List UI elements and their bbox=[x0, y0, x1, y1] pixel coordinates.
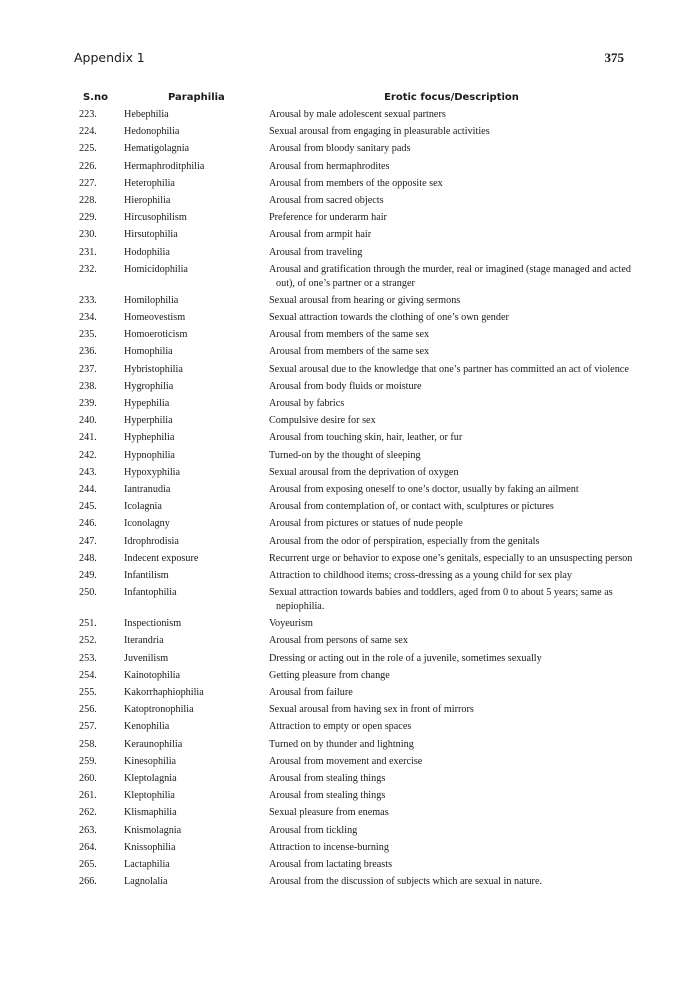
table-row bbox=[74, 160, 634, 177]
row-number: 263. bbox=[79, 824, 97, 836]
description-cell bbox=[269, 125, 634, 142]
paraphilia-term: Homicidophilia bbox=[124, 263, 188, 275]
table-row bbox=[74, 586, 634, 617]
column-header-sno: S.no bbox=[83, 92, 108, 103]
row-number: 232. bbox=[79, 263, 97, 275]
description-text: Arousal from members of the same sex bbox=[269, 346, 430, 358]
description-cell bbox=[269, 738, 634, 755]
paraphilia-term: Hirsutophilia bbox=[124, 229, 178, 241]
table-row bbox=[74, 772, 634, 789]
description-text: Arousal from contemplation of, or contact with, sculptures or pictures bbox=[269, 501, 554, 513]
row-number: 262. bbox=[79, 807, 97, 819]
paraphilia-term: Keraunophilia bbox=[124, 738, 183, 750]
table-row bbox=[74, 363, 634, 380]
description-text: Arousal from persons of same sex bbox=[269, 635, 408, 647]
description-text: Sexual arousal from engaging in pleasurable activities bbox=[269, 126, 490, 138]
table-row bbox=[74, 142, 634, 159]
paraphilia-term: Hircusophilism bbox=[124, 212, 187, 224]
row-number: 229. bbox=[79, 212, 97, 224]
paraphilia-term: Hermaphroditphilia bbox=[124, 160, 205, 172]
table-row bbox=[74, 569, 634, 586]
paraphilia-term: Indecent exposure bbox=[124, 552, 199, 564]
table-row bbox=[74, 328, 634, 345]
description-text: Arousal by fabrics bbox=[269, 398, 345, 409]
table-row bbox=[74, 875, 634, 892]
description-text: Arousal from stealing things bbox=[269, 772, 386, 784]
description-text: Arousal from the odor of perspiration, especially from the genitals bbox=[269, 535, 540, 547]
description-cell bbox=[269, 108, 634, 125]
paraphilia-term: Hygrophilia bbox=[124, 380, 174, 392]
paraphilia-term: Icolagnia bbox=[124, 501, 162, 513]
table-row bbox=[74, 789, 634, 806]
description-text: Sexual arousal from having sex in front of mirrors bbox=[269, 704, 474, 716]
table-row bbox=[74, 125, 634, 142]
description-text: Sexual arousal from hearing or giving sermons bbox=[269, 294, 461, 306]
description-cell bbox=[269, 414, 634, 431]
row-number: 266. bbox=[79, 876, 97, 888]
description-cell bbox=[269, 160, 634, 177]
table-row bbox=[74, 652, 634, 669]
table-row bbox=[74, 738, 634, 755]
row-number: 234. bbox=[79, 312, 97, 324]
paraphilia-term: Iantranudia bbox=[124, 483, 171, 495]
row-number: 224. bbox=[79, 126, 97, 138]
description-text: Dressing or acting out in the role of a juvenile, sometimes sexually bbox=[269, 652, 542, 664]
description-cell bbox=[269, 586, 634, 617]
row-number: 253. bbox=[79, 652, 97, 664]
description-text: Arousal from lactating breasts bbox=[269, 858, 393, 870]
description-cell bbox=[269, 703, 634, 720]
description-text: Arousal from tickling bbox=[269, 824, 358, 836]
description-text: Arousal from hermaphrodites bbox=[269, 160, 390, 172]
description-cell bbox=[269, 311, 634, 328]
description-text: Arousal from members of the same sex bbox=[269, 329, 430, 341]
paraphilia-term: Infantophilia bbox=[124, 587, 177, 599]
description-text: Arousal and gratification through the murder, real or imagined (stage managed and acted out), of one’s partner or a stranger bbox=[269, 263, 631, 289]
description-cell bbox=[269, 634, 634, 651]
row-number: 227. bbox=[79, 177, 97, 189]
table-row bbox=[74, 552, 634, 569]
row-number: 233. bbox=[79, 294, 97, 306]
description-cell bbox=[269, 211, 634, 228]
row-number: 256. bbox=[79, 704, 97, 716]
table-row bbox=[74, 703, 634, 720]
description-cell bbox=[269, 841, 634, 858]
description-text: Sexual arousal from the deprivation of oxygen bbox=[269, 466, 459, 478]
table-row bbox=[74, 669, 634, 686]
row-number: 252. bbox=[79, 635, 97, 647]
description-text: Arousal from pictures or statues of nude people bbox=[269, 518, 463, 530]
paraphilia-term: Hierophilia bbox=[124, 194, 171, 206]
paraphilia-term: Knissophilia bbox=[124, 841, 176, 853]
description-cell bbox=[269, 824, 634, 841]
paraphilia-term: Kenophilia bbox=[124, 721, 170, 733]
paraphilia-term: Iterandria bbox=[124, 635, 164, 647]
description-cell bbox=[269, 500, 634, 517]
description-cell bbox=[269, 686, 634, 703]
paraphilia-term: Hyperphilia bbox=[124, 415, 173, 427]
paraphilia-term: Heterophilia bbox=[124, 177, 175, 189]
description-cell bbox=[269, 772, 634, 789]
row-number: 231. bbox=[79, 246, 97, 258]
table-row bbox=[74, 345, 634, 362]
table-row bbox=[74, 720, 634, 737]
paraphilia-term: Hypnophilia bbox=[124, 449, 175, 461]
description-cell bbox=[269, 517, 634, 534]
description-text: Arousal from stealing things bbox=[269, 790, 386, 802]
paraphilia-term: Hematigolagnia bbox=[124, 143, 190, 155]
description-cell bbox=[269, 535, 634, 552]
paraphilia-term: Kleptolagnia bbox=[124, 772, 177, 784]
table-row bbox=[74, 483, 634, 500]
description-text: Arousal from exposing oneself to one’s doctor, usually by faking an ailment bbox=[269, 483, 579, 495]
page-number: 375 bbox=[604, 50, 624, 65]
paraphilia-term: Kleptophilia bbox=[124, 790, 175, 802]
paraphilia-term: Hypoxyphilia bbox=[124, 466, 181, 478]
description-cell bbox=[269, 449, 634, 466]
paraphilia-term: Hyphephilia bbox=[124, 432, 175, 444]
description-cell bbox=[269, 875, 634, 892]
description-cell bbox=[269, 755, 634, 772]
paraphilia-term: Katoptronophilia bbox=[124, 704, 194, 716]
row-number: 244. bbox=[79, 483, 97, 495]
table-row bbox=[74, 246, 634, 263]
description-text: Voyeurism bbox=[269, 618, 313, 630]
paraphilia-term: Infantilism bbox=[124, 569, 169, 581]
row-number: 226. bbox=[79, 160, 97, 172]
description-cell bbox=[269, 142, 634, 159]
row-number: 250. bbox=[79, 587, 97, 599]
row-number: 255. bbox=[79, 687, 97, 698]
table-row bbox=[74, 177, 634, 194]
description-cell bbox=[269, 380, 634, 397]
section-title: Appendix 1 bbox=[74, 50, 145, 65]
paraphilia-term: Juvenilism bbox=[124, 652, 169, 664]
row-number: 246. bbox=[79, 518, 97, 530]
paraphilia-term: Lagnolalia bbox=[124, 876, 168, 888]
paraphilia-term: Homophilia bbox=[124, 346, 173, 358]
table-row bbox=[74, 535, 634, 552]
description-cell bbox=[269, 328, 634, 345]
table-row bbox=[74, 466, 634, 483]
table-row bbox=[74, 263, 634, 294]
description-text: Arousal from sacred objects bbox=[269, 194, 384, 206]
column-header-description: Erotic focus/Description bbox=[384, 92, 519, 103]
description-cell bbox=[269, 177, 634, 194]
description-text: Sexual attraction towards the clothing of one’s own gender bbox=[269, 312, 509, 324]
description-cell bbox=[269, 397, 634, 414]
row-number: 258. bbox=[79, 738, 97, 750]
table-row bbox=[74, 449, 634, 466]
table-row bbox=[74, 686, 634, 703]
row-number: 265. bbox=[79, 858, 97, 870]
description-cell bbox=[269, 652, 634, 669]
table-row bbox=[74, 108, 634, 125]
description-text: Attraction to childhood items; cross-dressing as a young child for sex play bbox=[269, 569, 573, 581]
row-number: 225. bbox=[79, 143, 97, 155]
paraphilia-term: Knismolagnia bbox=[124, 824, 182, 836]
description-text: Attraction to empty or open spaces bbox=[269, 721, 412, 733]
table-row bbox=[74, 311, 634, 328]
paraphilia-term: Kainotophilia bbox=[124, 669, 181, 681]
paraphilia-term: Lactaphilia bbox=[124, 858, 170, 870]
description-text: Turned-on by the thought of sleeping bbox=[269, 449, 421, 461]
description-cell bbox=[269, 466, 634, 483]
description-cell bbox=[269, 720, 634, 737]
description-cell bbox=[269, 552, 634, 569]
description-text: Arousal from movement and exercise bbox=[269, 755, 423, 767]
description-text: Sexual attraction towards babies and toddlers, aged from 0 to about 5 years; same as nepiophilia. bbox=[269, 587, 613, 613]
row-number: 243. bbox=[79, 466, 97, 478]
paraphilia-term: Homilophilia bbox=[124, 294, 179, 306]
row-number: 228. bbox=[79, 194, 97, 206]
row-number: 257. bbox=[79, 721, 97, 733]
description-cell bbox=[269, 294, 634, 311]
table-row bbox=[74, 517, 634, 534]
row-number: 261. bbox=[79, 790, 97, 802]
table-row bbox=[74, 634, 634, 651]
description-text: Arousal from body fluids or moisture bbox=[269, 380, 422, 392]
paraphilia-term: Hodophilia bbox=[124, 246, 170, 258]
paraphilia-term: Hybristophilia bbox=[124, 363, 183, 375]
paraphilia-term: Klismaphilia bbox=[124, 807, 177, 819]
description-text: Compulsive desire for sex bbox=[269, 415, 376, 427]
row-number: 264. bbox=[79, 841, 97, 853]
row-number: 242. bbox=[79, 449, 97, 461]
paraphilia-term: Homeovestism bbox=[124, 312, 186, 324]
table-row bbox=[74, 858, 634, 875]
description-cell bbox=[269, 431, 634, 448]
table-row bbox=[74, 380, 634, 397]
description-text: Arousal by male adolescent sexual partners bbox=[269, 109, 446, 120]
paraphilia-term: Iconolagny bbox=[124, 518, 170, 530]
paraphilia-term: Inspectionism bbox=[124, 618, 182, 630]
description-text: Arousal from touching skin, hair, leather, or fur bbox=[269, 432, 463, 444]
description-text: Getting pleasure from change bbox=[269, 669, 390, 681]
table-row bbox=[74, 431, 634, 448]
description-cell bbox=[269, 569, 634, 586]
paraphilia-term: Kakorrhaphiophilia bbox=[124, 687, 204, 698]
description-cell bbox=[269, 228, 634, 245]
row-number: 260. bbox=[79, 772, 97, 784]
description-text: Sexual pleasure from enemas bbox=[269, 807, 389, 819]
table-row bbox=[74, 414, 634, 431]
table-row bbox=[74, 194, 634, 211]
description-cell bbox=[269, 194, 634, 211]
paraphilia-term: Kinesophilia bbox=[124, 755, 177, 767]
row-number: 236. bbox=[79, 346, 97, 358]
description-text: Arousal from armpit hair bbox=[269, 229, 372, 241]
row-number: 239. bbox=[79, 398, 97, 409]
description-text: Attraction to incense-burning bbox=[269, 841, 389, 853]
description-cell bbox=[269, 483, 634, 500]
row-number: 235. bbox=[79, 329, 97, 341]
table-row bbox=[74, 228, 634, 245]
table-row bbox=[74, 755, 634, 772]
row-number: 259. bbox=[79, 755, 97, 767]
table-row bbox=[74, 211, 634, 228]
column-header-paraphilia: Paraphilia bbox=[168, 92, 225, 103]
paraphilia-term: Hypephilia bbox=[124, 398, 170, 409]
paraphilia-term: Idrophrodisia bbox=[124, 535, 179, 547]
table-row bbox=[74, 841, 634, 858]
row-number: 247. bbox=[79, 535, 97, 547]
row-number: 251. bbox=[79, 618, 97, 630]
description-text: Sexual arousal due to the knowledge that one’s partner has committed an act of violence bbox=[269, 363, 629, 375]
paraphilia-term: Hedonophilia bbox=[124, 126, 180, 138]
row-number: 245. bbox=[79, 501, 97, 513]
description-text: Arousal from traveling bbox=[269, 246, 363, 258]
row-number: 249. bbox=[79, 569, 97, 581]
table-row bbox=[74, 294, 634, 311]
row-number: 237. bbox=[79, 363, 97, 375]
description-text: Arousal from the discussion of subjects which are sexual in nature. bbox=[269, 876, 543, 888]
description-cell bbox=[269, 669, 634, 686]
row-number: 238. bbox=[79, 380, 97, 392]
running-head bbox=[74, 50, 624, 68]
table-row bbox=[74, 397, 634, 414]
paraphilia-term: Hebephilia bbox=[124, 109, 169, 120]
description-cell bbox=[269, 806, 634, 823]
table-row bbox=[74, 617, 634, 634]
table-row bbox=[74, 500, 634, 517]
row-number: 254. bbox=[79, 669, 97, 681]
description-cell bbox=[269, 345, 634, 362]
description-cell bbox=[269, 246, 634, 263]
description-text: Arousal from bloody sanitary pads bbox=[269, 143, 411, 155]
row-number: 241. bbox=[79, 432, 97, 444]
description-cell bbox=[269, 789, 634, 806]
table-header-row bbox=[74, 92, 634, 108]
table-body bbox=[74, 108, 634, 892]
row-number: 223. bbox=[79, 109, 97, 120]
description-text: Arousal from members of the opposite sex bbox=[269, 177, 443, 189]
description-cell bbox=[269, 858, 634, 875]
table-row bbox=[74, 806, 634, 823]
row-number: 248. bbox=[79, 552, 97, 564]
table-row bbox=[74, 824, 634, 841]
description-cell bbox=[269, 363, 634, 380]
description-cell bbox=[269, 617, 634, 634]
paraphilia-term: Homoeroticism bbox=[124, 329, 188, 341]
description-text: Recurrent urge or behavior to expose one’s genitals, especially to an unsuspecting person bbox=[269, 552, 633, 564]
paraphilia-table bbox=[74, 92, 634, 892]
row-number: 230. bbox=[79, 229, 97, 241]
description-text: Turned on by thunder and lightning bbox=[269, 738, 414, 750]
description-cell bbox=[269, 263, 634, 294]
description-text: Arousal from failure bbox=[269, 687, 353, 698]
description-text: Preference for underarm hair bbox=[269, 212, 387, 224]
row-number: 240. bbox=[79, 415, 97, 427]
